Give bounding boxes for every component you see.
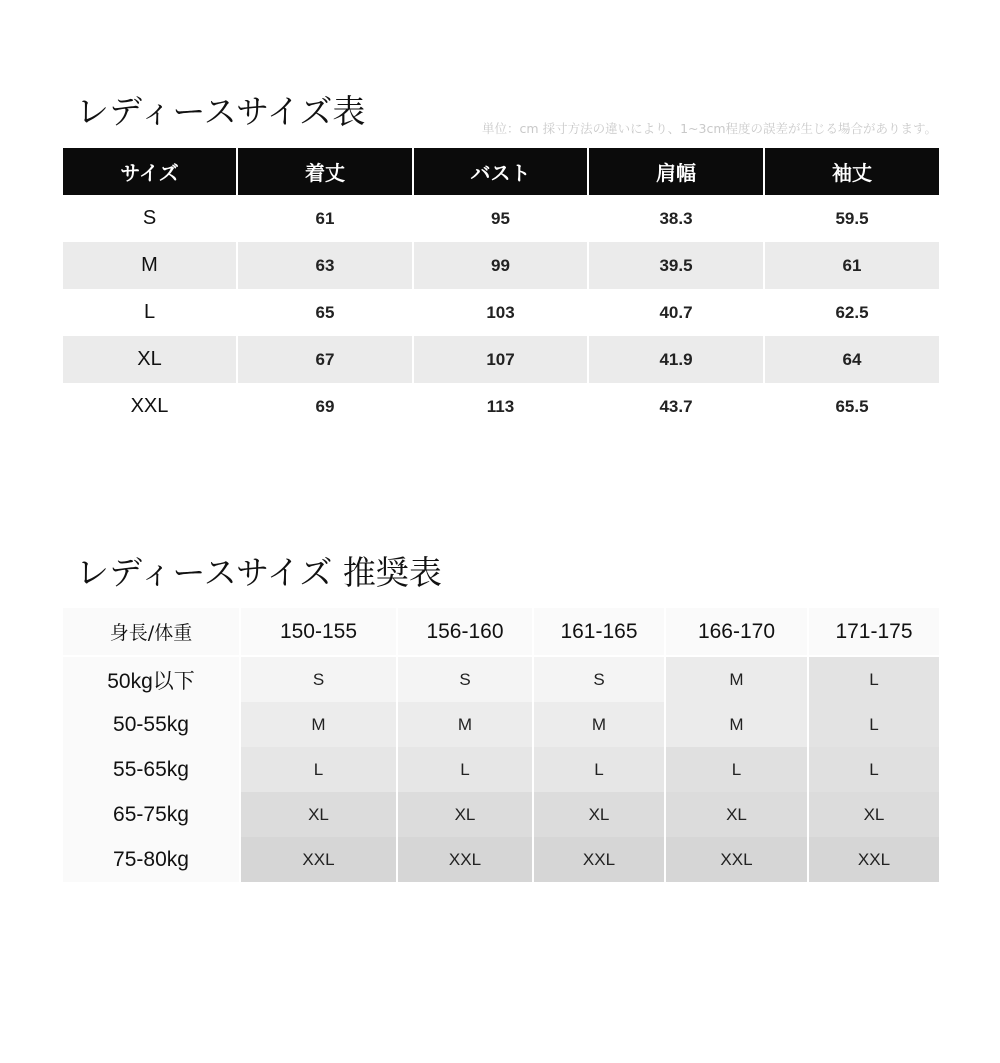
size-header-1: 着丈 (238, 148, 412, 195)
recommended-size-cell: M (241, 702, 396, 747)
size-header-0: サイズ (63, 148, 236, 195)
size-value-cell: 61 (765, 242, 939, 289)
size-header-2: バスト (414, 148, 587, 195)
recommended-size-cell: M (534, 702, 664, 747)
recommended-size-cell: XXL (398, 837, 532, 882)
recommended-size-cell: L (398, 747, 532, 792)
size-value-cell: 64 (765, 336, 939, 383)
height-weight-corner: 身長/体重 (63, 608, 239, 655)
size-value-cell: 40.7 (659, 302, 693, 322)
recommended-size-cell: L (809, 657, 939, 702)
recommended-size-cell: L (809, 747, 939, 792)
recommended-size-cell: S (241, 657, 396, 702)
height-range-header: 171-175 (809, 608, 939, 655)
height-range-header: 166-170 (666, 608, 807, 655)
recommended-size-cell: S (534, 657, 664, 702)
recommended-size-cell: XL (534, 792, 664, 837)
size-value-cell: 107 (414, 336, 587, 383)
recommended-size-cell: XXL (666, 837, 807, 882)
size-value-cell: 61 (315, 208, 335, 228)
recommend-chart-title: レディースサイズ 推奨表 (76, 553, 442, 592)
height-range-header: 156-160 (398, 608, 532, 655)
recommended-size-cell: XL (241, 792, 396, 837)
size-header-3: 肩幅 (589, 148, 763, 195)
recommended-size-cell: L (809, 702, 939, 747)
recommended-size-cell: L (666, 747, 807, 792)
size-value-cell: 59.5 (835, 208, 869, 228)
weight-range-label: 50kg以下 (63, 657, 239, 702)
size-value-cell: 67 (238, 336, 412, 383)
recommended-size-cell: L (534, 747, 664, 792)
size-label-cell: S (142, 207, 157, 229)
weight-range-label: 75-80kg (63, 837, 239, 882)
weight-range-label: 50-55kg (63, 702, 239, 747)
size-label-cell: XXL (130, 395, 169, 417)
size-value-cell: 39.5 (589, 242, 763, 289)
size-label-cell: XL (63, 336, 236, 383)
height-range-header: 150-155 (241, 608, 396, 655)
size-value-cell: 43.7 (659, 396, 693, 416)
weight-range-label: 55-65kg (63, 747, 239, 792)
recommended-size-cell: XL (666, 792, 807, 837)
measurement-note: 単位：cm 採寸方法の違いにより、1~3cm程度の誤差が生じる場合があります。 (482, 121, 937, 136)
height-range-header: 161-165 (534, 608, 664, 655)
recommended-size-cell: M (666, 702, 807, 747)
weight-range-label: 65-75kg (63, 792, 239, 837)
size-chart-title: レディースサイズ表 (76, 92, 366, 131)
size-value-cell: 62.5 (835, 302, 869, 322)
size-value-cell: 65.5 (835, 396, 869, 416)
size-value-cell: 103 (486, 302, 515, 322)
recommend-chart-table (63, 608, 937, 882)
recommended-size-cell: M (398, 702, 532, 747)
size-value-cell: 41.9 (589, 336, 763, 383)
recommended-size-cell: M (666, 657, 807, 702)
recommended-size-cell: XXL (809, 837, 939, 882)
size-value-cell: 63 (238, 242, 412, 289)
size-label-cell: M (63, 242, 236, 289)
recommended-size-cell: XXL (534, 837, 664, 882)
size-label-cell: L (143, 301, 156, 323)
size-chart-table (63, 148, 937, 430)
size-value-cell: 99 (414, 242, 587, 289)
size-value-cell: 65 (315, 302, 335, 322)
size-value-cell: 38.3 (659, 208, 693, 228)
recommended-size-cell: XXL (241, 837, 396, 882)
size-value-cell: 113 (486, 396, 515, 416)
size-value-cell: 95 (491, 208, 510, 228)
recommended-size-cell: XL (398, 792, 532, 837)
recommended-size-cell: L (241, 747, 396, 792)
size-value-cell: 69 (315, 396, 335, 416)
recommended-size-cell: S (398, 657, 532, 702)
size-header-4: 袖丈 (765, 148, 939, 195)
recommended-size-cell: XL (809, 792, 939, 837)
